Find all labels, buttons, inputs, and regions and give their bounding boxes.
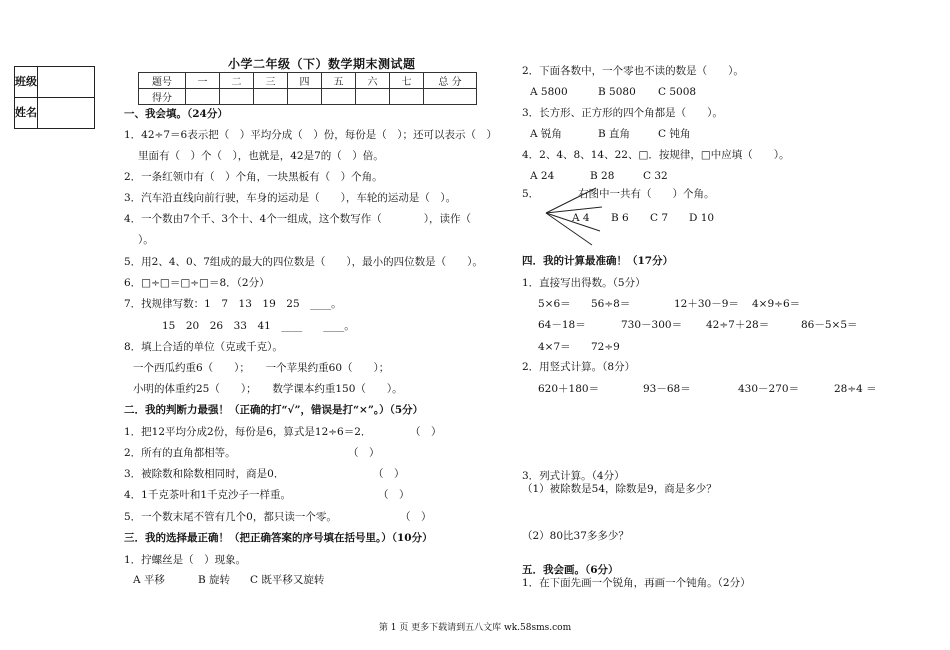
question-line: 7．找规律写数：1 7 13 19 25 ____。: [124, 298, 342, 310]
score-cell[interactable]: [390, 89, 424, 105]
score-row-label: 得分: [139, 89, 186, 105]
calc-item: 56÷8＝: [591, 298, 631, 310]
score-cell[interactable]: [186, 89, 220, 105]
vertical-calc-item: 430－270＝: [738, 383, 800, 395]
question-line: 小明的体重约25（ ）； 数学课本约重150（ ）。: [133, 383, 403, 395]
sub-question: 1．直接写出得数。（5分）: [522, 277, 646, 289]
question-line: ）。: [138, 234, 154, 246]
name-field[interactable]: [38, 98, 95, 129]
choice-option: D 10: [689, 212, 715, 224]
choice-option: C 5008: [658, 86, 697, 98]
student-info-box: [14, 66, 95, 129]
question-line: 4．2、4、8、14、22、□．按规律，□中应填（ ）。: [522, 149, 790, 161]
question-line: 1．拧螺丝是（ ）现象。: [124, 554, 247, 566]
score-table: [138, 72, 477, 105]
question-line: 3．汽车沿直线向前行驶，车身的运动是（ ），车轮的运动是（ ）。: [124, 192, 457, 204]
calc-item: 4×9÷6＝: [752, 298, 801, 310]
answer-bracket[interactable]: （ ）: [410, 426, 442, 438]
section-1-heading: 一、我会填。（24分）: [124, 108, 228, 120]
score-cell[interactable]: [356, 89, 390, 105]
question-line: 2．一条红领巾有（ ）个角，一块黑板有（ ）个角。: [124, 171, 383, 183]
judge-question: 5．一个数末尾不管有几个0，都只读一个零。: [124, 511, 337, 523]
choice-option: C 既平移又旋转: [250, 574, 325, 586]
choice-option: B 28: [590, 170, 615, 182]
judge-question: 1．把12平均分成2份，每份是6，算式是12÷6＝2．: [124, 426, 372, 438]
question-line: 6．□÷□＝□÷□＝8．（2分）: [124, 277, 270, 289]
choice-option: C 32: [643, 170, 668, 182]
score-header-cell: 六: [356, 73, 390, 89]
question-line: 8．填上合适的单位（克或千克）。: [124, 341, 283, 353]
score-cell[interactable]: [254, 89, 288, 105]
sub-question: 3．列式计算。（4分）: [522, 470, 625, 482]
calc-item: 4×7＝: [538, 341, 571, 353]
score-header-cell: 二: [220, 73, 254, 89]
class-label: 班级: [15, 67, 38, 98]
sub-question: 2．用竖式计算。（8分）: [522, 361, 636, 373]
calc-item: 42÷7＋28＝: [706, 319, 770, 331]
score-cell[interactable]: [220, 89, 254, 105]
vertical-calc-item: 93－68＝: [643, 383, 691, 395]
choice-option: C 7: [650, 212, 669, 224]
vertical-calc-item: 28÷4 ＝: [834, 383, 877, 395]
score-header-cell: 一: [186, 73, 220, 89]
section-4-heading: 四．我的计算最准确！（17分）: [522, 255, 674, 267]
question-line: 4．一个数由7个千、3个十、4个一组成，这个数写作（ ），读作（: [124, 213, 471, 225]
section-5-heading: 五．我会画。（6分）: [522, 564, 619, 576]
question-line: 3．长方形、正方形的四个角都是（ ）。: [522, 107, 723, 119]
calc-item: 5×6＝: [538, 298, 571, 310]
score-header-cell: 五: [322, 73, 356, 89]
question-line: 一个西瓜约重6（ ）； 一个苹果约重60（ ）；: [133, 362, 390, 374]
question-line: 2．下面各数中，一个零也不读的数是（ ）。: [522, 65, 744, 77]
question-line: 5．用2、4、0、7组成的最大的四位数是（ ），最小的四位数是（ ）。: [124, 256, 483, 268]
calc-item: 12＋30－9＝: [674, 298, 739, 310]
choice-option: B 6: [611, 212, 629, 224]
score-header-cell: 四: [288, 73, 322, 89]
word-problem: （1）被除数是54，除数是9，商是多少？: [522, 483, 717, 495]
calc-item: 86－5×5＝: [801, 319, 858, 331]
word-problem: （2）80比37多多少？: [522, 530, 629, 542]
judge-question: 4．1千克茶叶和1千克沙子一样重。: [124, 489, 292, 501]
question-number: 5．: [522, 188, 540, 200]
answer-bracket[interactable]: （ ）: [373, 468, 405, 480]
choice-option: C 钝角: [658, 128, 691, 140]
vertical-calc-item: 620＋180＝: [538, 383, 600, 395]
page-footer: 第 1 页 更多下载请到五八文库 wk.58sms.com: [378, 623, 572, 633]
judge-question: 2．所有的直角都相等。: [124, 447, 236, 459]
calc-item: 730－300＝: [621, 319, 683, 331]
score-header-cell: 总 分: [424, 73, 477, 89]
score-cell[interactable]: [322, 89, 356, 105]
choice-option: A 24: [530, 170, 555, 182]
sub-question: 1．在下面先画一个锐角，再画一个钝角。（2分）: [522, 577, 751, 589]
question-line: 右图中一共有（ ）个角。: [578, 188, 715, 200]
choice-option: A 平移: [133, 574, 165, 586]
choice-option: B 直角: [598, 128, 631, 140]
section-2-heading: 二．我的判断力最强！（正确的打“√”，错误是打“×”。）（5分）: [124, 404, 424, 416]
answer-bracket[interactable]: （ ）: [378, 489, 410, 501]
judge-question: 3．被除数和除数相同时，商是0．: [124, 468, 285, 480]
score-cell[interactable]: [424, 89, 477, 105]
choice-option: A 5800: [530, 86, 568, 98]
choice-option: B 旋转: [198, 574, 231, 586]
exam-title: 小学二年级（下）数学期末测试题: [228, 57, 416, 71]
class-field[interactable]: [38, 67, 95, 98]
section-3-heading: 三．我的选择最正确！（把正确答案的序号填在括号里。）（10分）: [124, 532, 433, 544]
score-header-cell: 七: [390, 73, 424, 89]
question-line: 里面有（ ）个（ ），也就是，42是7的（ ）倍。: [138, 150, 384, 162]
choice-option: A 锐角: [530, 128, 562, 140]
score-header-cell: 三: [254, 73, 288, 89]
question-line: 15 20 26 33 41 ____ ____。: [162, 320, 355, 332]
answer-bracket[interactable]: （ ）: [348, 447, 380, 459]
choice-option: B 5080: [598, 86, 636, 98]
calc-item: 64－18＝: [538, 319, 586, 331]
score-header-cell: 题号: [139, 73, 186, 89]
name-label: 姓名: [15, 98, 38, 129]
score-cell[interactable]: [288, 89, 322, 105]
question-line: 1．42÷7＝6表示把（ ）平均分成（ ）份，每份是（ ）；还可以表示（ ）: [124, 129, 497, 141]
calc-item: 72÷9: [591, 341, 620, 353]
answer-bracket[interactable]: （ ）: [400, 511, 432, 523]
choice-option: A 4: [572, 212, 590, 224]
